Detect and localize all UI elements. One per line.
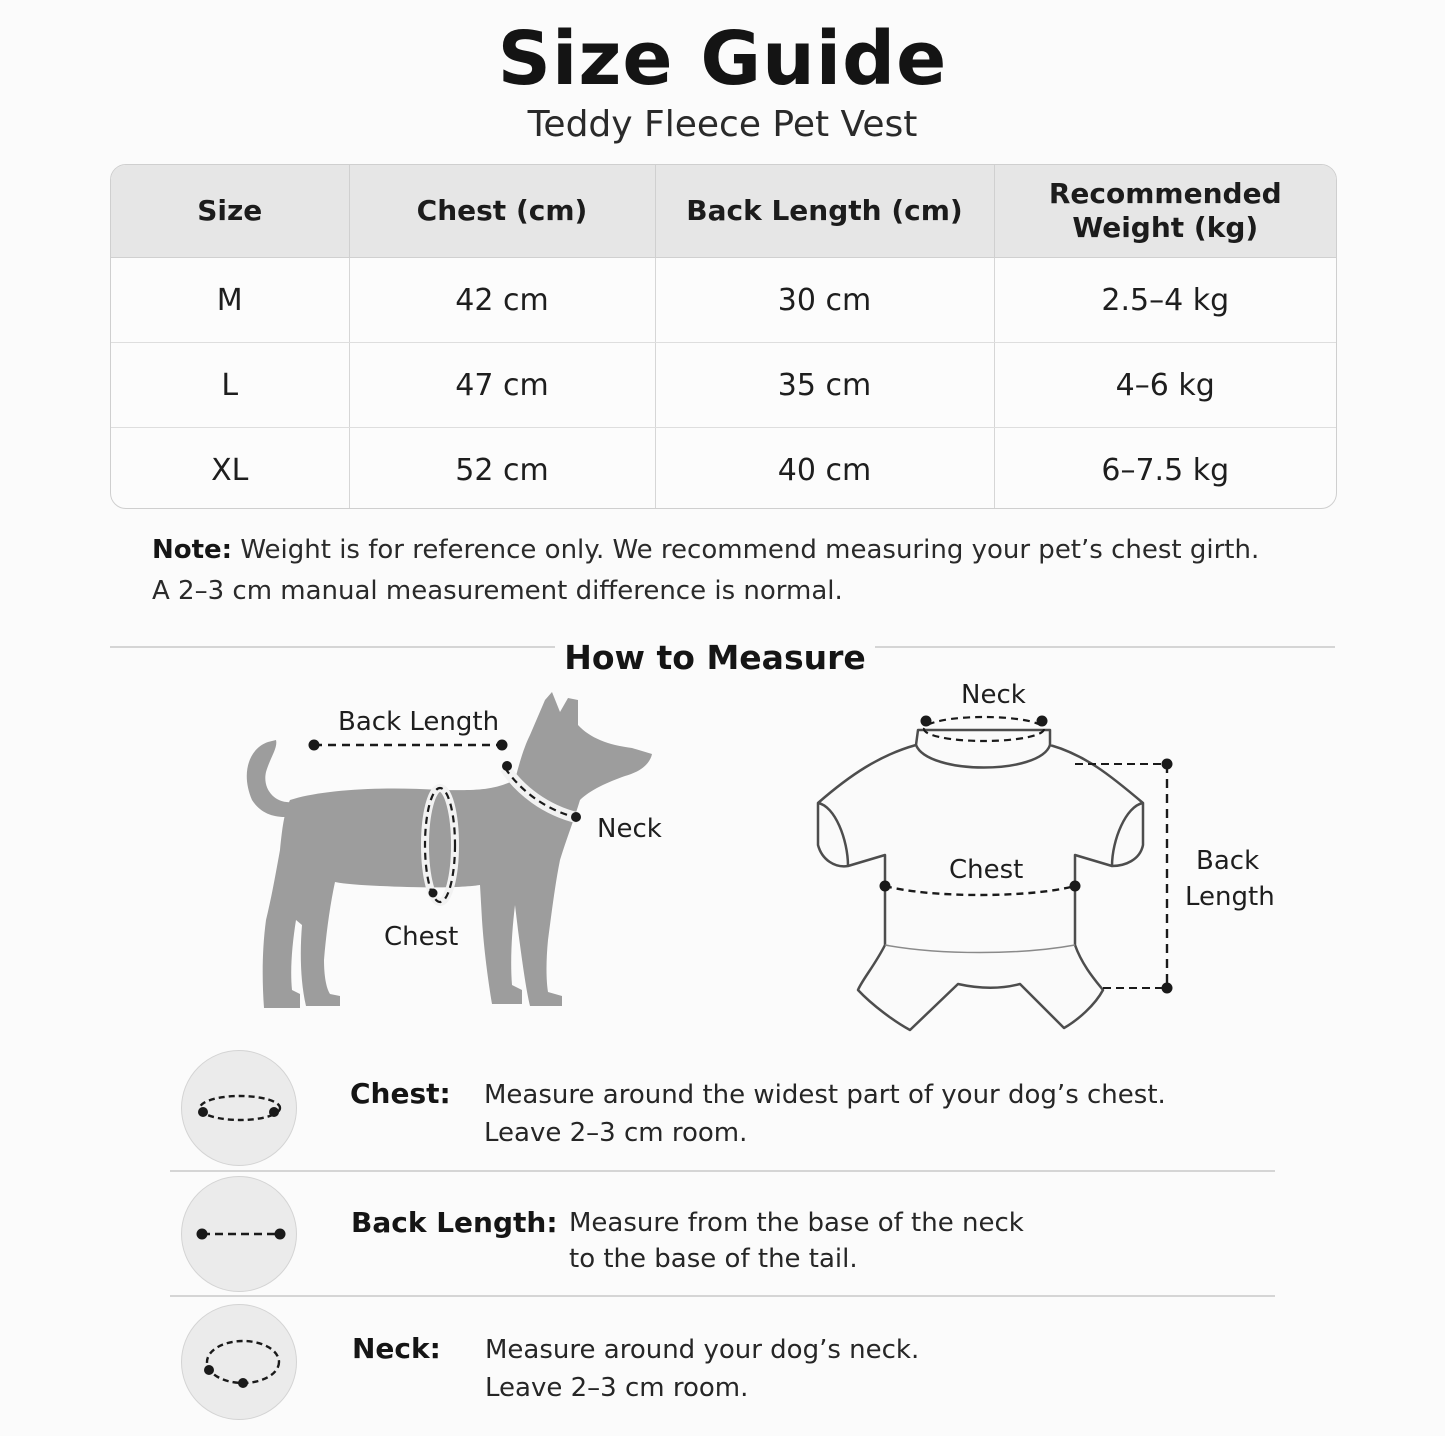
dog-back-length-label: Back Length	[338, 707, 500, 737]
size-cell: XL	[111, 428, 349, 510]
chest-cell: 42 cm	[349, 258, 655, 343]
chest-measure-icon	[181, 1050, 297, 1166]
column-header-back-length: Back Length (cm)	[655, 165, 994, 258]
how-to-measure-title: How to Measure	[564, 638, 866, 677]
chest-cell: 47 cm	[349, 343, 655, 428]
dog-chest-label: Chest	[384, 922, 459, 952]
neck-instruction-line-1: Measure around your dog’s neck.	[485, 1335, 920, 1365]
weight-cell: 2.5–4 kg	[994, 258, 1336, 343]
back-length-instruction-line-2: to the base of the tail.	[569, 1244, 858, 1274]
column-header-chest: Chest (cm)	[349, 165, 655, 258]
vest-chest-label: Chest	[949, 855, 1024, 885]
back-length-measure-icon	[181, 1176, 297, 1292]
note-line-1: Weight is for reference only. We recommend measuring your pet’s chest girth.	[240, 535, 1260, 565]
dog-silhouette-icon	[247, 692, 652, 1008]
chest-instruction-text	[484, 1076, 1166, 1152]
neck-measure-icon	[181, 1304, 297, 1420]
back-length-cell: 30 cm	[655, 258, 994, 343]
back-length-cell: 40 cm	[655, 428, 994, 510]
weight-cell: 6–7.5 kg	[1101, 452, 1230, 488]
weight-cell: 4–6 kg	[994, 343, 1336, 428]
size-cell: M	[111, 258, 349, 343]
back-length-instruction-line-1: Measure from the base of the neck	[569, 1208, 1024, 1238]
chest-instruction-line-1: Measure around the widest part of your dog’s chest.	[484, 1080, 1166, 1110]
instruction-divider	[170, 1170, 1275, 1172]
note-label: Note:	[152, 535, 233, 565]
chest-instruction-label: Chest:	[350, 1077, 451, 1110]
page-title: Size Guide	[497, 16, 948, 102]
vest-neck-label: Neck	[961, 680, 1026, 710]
neck-instruction-line-2: Leave 2–3 cm room.	[485, 1373, 749, 1403]
dog-neck-label: Neck	[597, 814, 662, 844]
column-header-size: Size	[111, 165, 349, 258]
product-subtitle: Teddy Fleece Pet Vest	[527, 104, 918, 145]
chest-instruction-line-2: Leave 2–3 cm room.	[484, 1118, 748, 1148]
neck-instruction-text	[485, 1331, 919, 1407]
vest-back-label-line-1: Back	[1196, 846, 1260, 876]
back-length-instruction-label: Back Length:	[351, 1206, 558, 1239]
instruction-divider	[170, 1295, 1275, 1297]
neck-instruction-label: Neck:	[352, 1332, 441, 1365]
note-line-2: A 2–3 cm manual measurement difference is normal.	[152, 576, 843, 606]
vest-back-label-line-2: Length	[1185, 882, 1275, 912]
size-cell: L	[111, 343, 349, 428]
back-length-cell: 35 cm	[655, 343, 994, 428]
back-length-instruction-text	[569, 1205, 1024, 1277]
chest-cell: 52 cm	[349, 428, 655, 510]
column-header-weight: Recommended Weight (kg)	[994, 165, 1336, 258]
